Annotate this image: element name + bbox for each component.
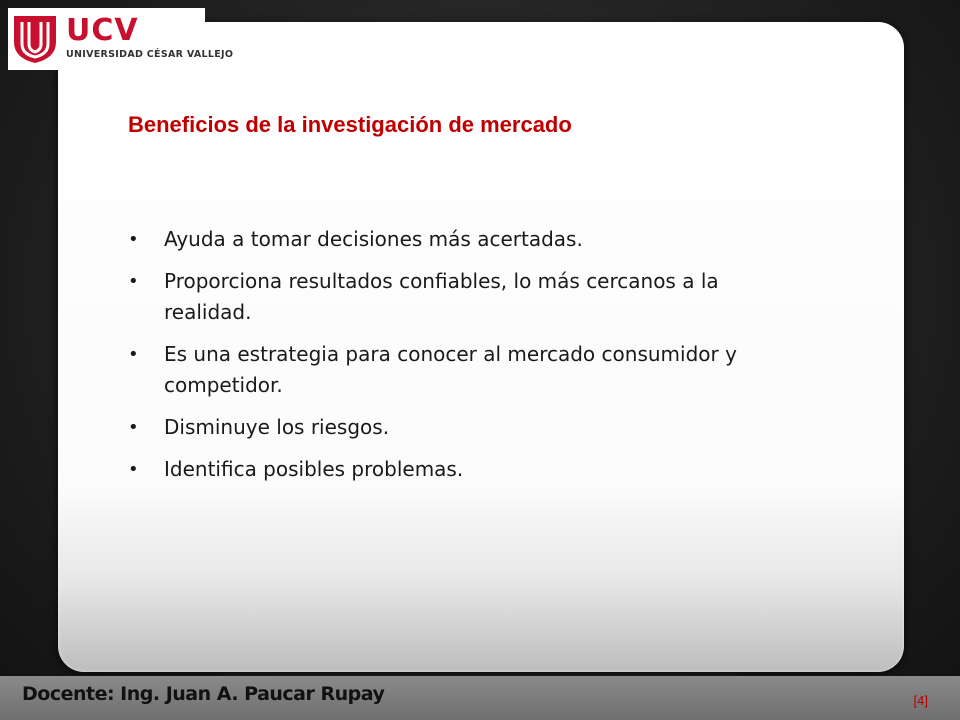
bullet-item [128, 412, 808, 443]
docente-label: Docente: Ing. Juan A. Paucar Rupay [22, 683, 385, 705]
slide-title: Beneficios de la investigación de mercado [128, 112, 572, 137]
bullet-item [128, 339, 808, 401]
bullet-dot-icon: • [128, 271, 139, 292]
bullet-text: Disminuye los riesgos. [164, 415, 390, 439]
bullet-dot-icon: • [128, 344, 139, 365]
bullet-text: Proporciona resultados confiables, lo más cercanos a la realidad. [164, 269, 719, 324]
bullet-dot-icon: • [128, 229, 139, 250]
bullet-text: Ayuda a tomar decisiones más acertadas. [164, 227, 583, 251]
bullet-text: Identifica posibles problemas. [164, 457, 464, 481]
ucv-shield-icon [12, 14, 58, 64]
logo-name: UCV [66, 13, 139, 48]
bullet-item [128, 454, 808, 485]
bullet-item [128, 266, 808, 328]
logo-subtitle: UNIVERSIDAD CÉSAR VALLEJO [66, 49, 234, 60]
footer-bar [0, 676, 960, 720]
ucv-logo [8, 8, 234, 70]
bullet-dot-icon: • [128, 459, 139, 480]
bullet-list [128, 224, 808, 496]
bullet-item [128, 224, 808, 255]
bullet-dot-icon: • [128, 417, 139, 438]
page-reference-link[interactable]: [4] [913, 693, 928, 708]
bullet-text: Es una estrategia para conocer al mercado consumidor y competidor. [164, 342, 737, 397]
